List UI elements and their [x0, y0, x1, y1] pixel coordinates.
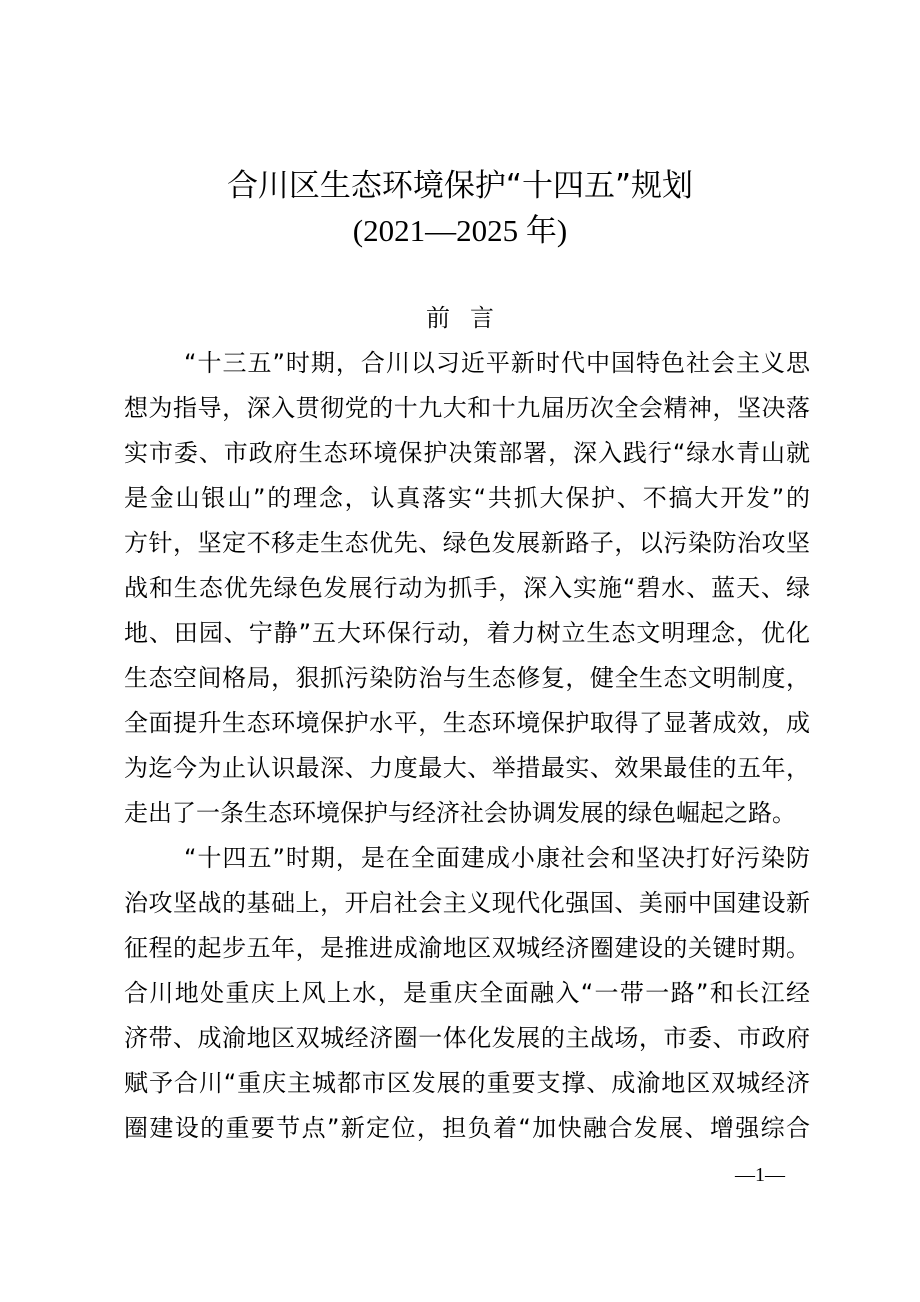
- paragraph-1-line: 地、田园、宁静”五大环保行动，着力树立生态文明理念，优化: [124, 619, 810, 647]
- paragraph-1-line: 是金山银山”的理念，认真落实“共抓大保护、不搞大开发”的: [124, 484, 810, 512]
- paragraph-1-line: “十三五”时期，合川以习近平新时代中国特色社会主义思: [184, 349, 810, 377]
- paragraph-2-line: 济带、成渝地区双城经济圈一体化发展的主战场，市委、市政府: [124, 1024, 810, 1052]
- paragraph-1-line: 走出了一条生态环境保护与经济社会协调发展的绿色崛起之路。: [124, 799, 796, 827]
- document-subtitle: (2021—2025 年): [352, 213, 568, 248]
- document-title: 合川区生态环境保护“十四五”规划: [226, 168, 694, 204]
- paragraph-2-line: 征程的起步五年，是推进成渝地区双城经济圈建设的关键时期。: [124, 934, 810, 962]
- paragraph-1-line: 为迄今为止认识最深、力度最大、举措最实、效果最佳的五年，: [124, 754, 810, 782]
- paragraph-1-line: 实市委、市政府生态环境保护决策部署，深入践行“绿水青山就: [124, 439, 810, 467]
- page-number: —1—: [735, 1164, 785, 1186]
- paragraph-1-line: 生态空间格局，狠抓污染防治与生态修复，健全生态文明制度，: [124, 664, 810, 692]
- paragraph-1-line: 战和生态优先绿色发展行动为抓手，深入实施“碧水、蓝天、绿: [124, 574, 810, 602]
- paragraph-2-line: 圈建设的重要节点”新定位，担负着“加快融合发展、增强综合: [124, 1114, 810, 1142]
- paragraph-2-line: 合川地处重庆上风上水，是重庆全面融入“一带一路”和长江经: [124, 979, 810, 1007]
- paragraph-2-line: “十四五”时期，是在全面建成小康社会和坚决打好污染防: [184, 844, 810, 872]
- paragraph-1-line: 方针，坚定不移走生态优先、绿色发展新路子，以污染防治攻坚: [124, 529, 810, 557]
- paragraph-2-line: 赋予合川“重庆主城都市区发展的重要支撑、成渝地区双城经济: [124, 1069, 810, 1097]
- paragraph-1-line: 想为指导，深入贯彻党的十九大和十九届历次全会精神，坚决落: [124, 394, 810, 422]
- paragraph-2-line: 治攻坚战的基础上，开启社会主义现代化强国、美丽中国建设新: [124, 889, 810, 917]
- body-text: [124, 341, 810, 1151]
- paragraph-1-line: 全面提升生态环境保护水平，生态环境保护取得了显著成效，成: [124, 709, 810, 737]
- section-heading: 前言: [426, 304, 514, 332]
